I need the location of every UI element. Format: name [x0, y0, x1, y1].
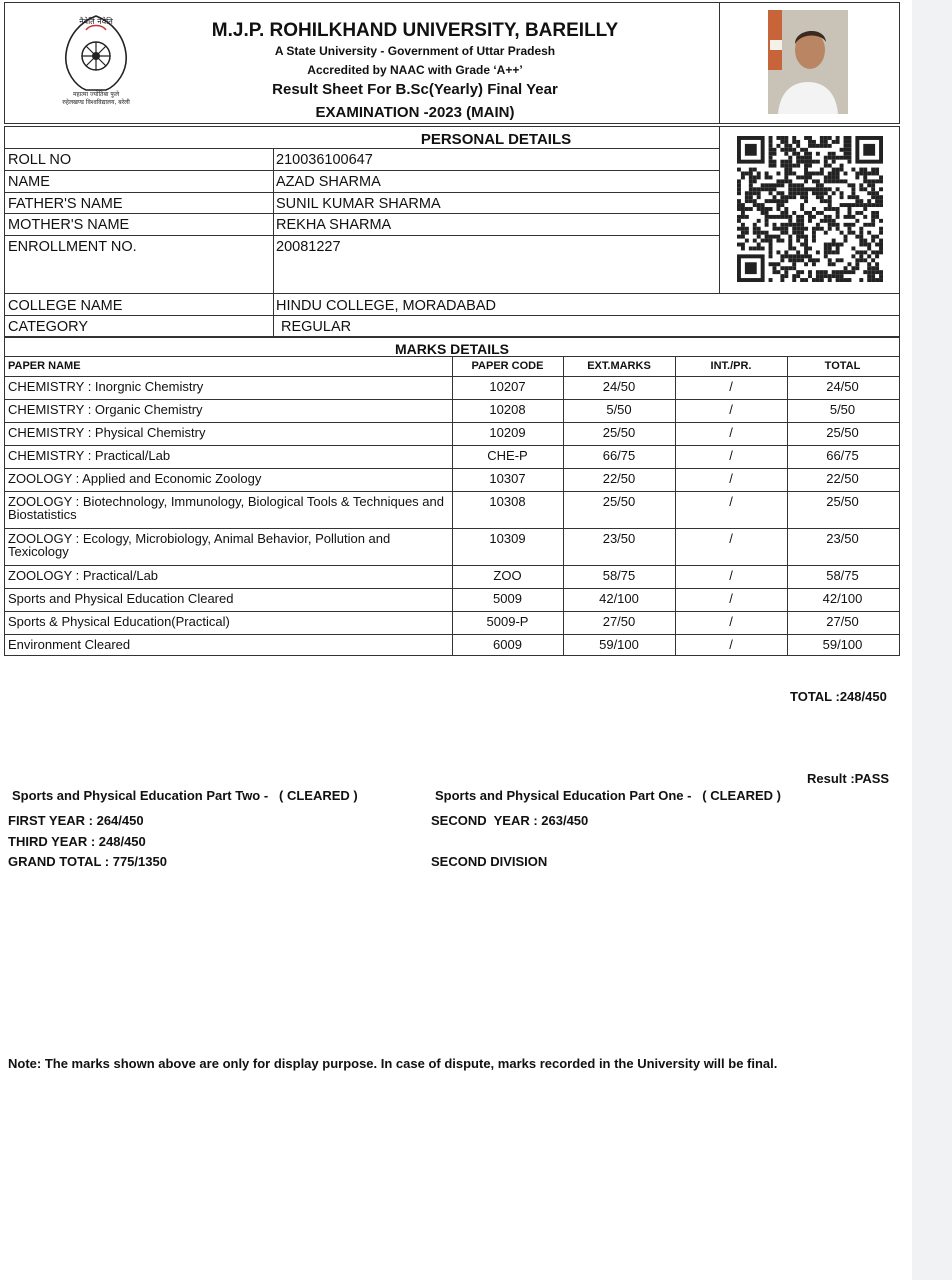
category-label: CATEGORY [8, 319, 89, 335]
paper-code: 5009-P [486, 614, 529, 629]
total-marks-cell: 59/100 [822, 637, 863, 652]
pd-line [4, 293, 900, 294]
photo-divider [719, 2, 720, 124]
paper-code: 10308 [489, 494, 526, 509]
third-year-marks: THIRD YEAR : 248/450 [8, 834, 146, 849]
pd-line [4, 148, 719, 149]
total-marks-cell: 25/50 [826, 494, 859, 509]
pd-line [4, 235, 719, 236]
name-label: NAME [8, 174, 50, 190]
paper-name: CHEMISTRY : Practical/Lab [8, 448, 171, 463]
table-row-divider [4, 611, 900, 612]
table-row-divider [4, 376, 900, 377]
pd-line [4, 170, 719, 171]
roll-no-label: ROLL NO [8, 152, 72, 168]
qr-code [736, 136, 884, 282]
second-year-marks: SECOND YEAR : 263/450 [431, 813, 589, 828]
category-value: REGULAR [281, 319, 352, 335]
university-logo [50, 10, 142, 106]
total-marks-cell: 23/50 [826, 531, 859, 546]
table-row-divider [4, 588, 900, 589]
table-row-divider [4, 565, 900, 566]
header-paper-code: PAPER CODE [471, 360, 544, 372]
ext-marks: 58/75 [602, 568, 636, 583]
table-row-divider [4, 634, 900, 635]
enrollment-label: ENROLLMENT NO. [8, 239, 137, 255]
table-row-divider [4, 445, 900, 446]
result-status: Result :PASS [807, 771, 890, 786]
paper-code: 10307 [489, 471, 526, 486]
paper-code: 5009 [493, 591, 522, 606]
int-pr-marks: / [729, 568, 733, 583]
paper-name: ZOOLOGY : Ecology, Microbiology, Animal Behavior, Pollution and Texicology [8, 531, 391, 559]
ext-marks: 24/50 [602, 379, 636, 394]
accreditation: Accredited by NAAC with Grade ‘A++’ [307, 63, 523, 77]
disclaimer-note: Note: The marks shown above are only for display purpose. In case of dispute, marks recorded in the University will be final. [8, 1056, 778, 1071]
paper-name: CHEMISTRY : Organic Chemistry [8, 402, 203, 417]
ext-marks: 42/100 [599, 591, 639, 606]
mother-name-label: MOTHER'S NAME [8, 217, 130, 233]
paper-code: 10209 [489, 425, 526, 440]
logo-caption-2: रुहेलखण्ड विश्वविद्यालय, बरेली [62, 99, 130, 106]
total-marks-cell: 42/100 [822, 591, 863, 606]
ext-marks: 5/50 [606, 402, 632, 417]
grand-total: GRAND TOTAL : 775/1350 [8, 854, 167, 869]
marks-details-title: MARKS DETAILS [394, 341, 510, 357]
int-pr-marks: / [729, 531, 733, 546]
qr-divider [719, 126, 720, 293]
header-paper-name: PAPER NAME [8, 360, 81, 372]
college-value: HINDU COLLEGE, MORADABAD [276, 298, 496, 314]
logo-caption-1: महात्मा ज्योतिबा फुले [72, 91, 120, 98]
exam-title: EXAMINATION -2023 (MAIN) [315, 104, 515, 121]
int-pr-marks: / [729, 614, 733, 629]
sports-part-one: Sports and Physical Education Part One - ( CLEARED ) [435, 788, 781, 803]
int-pr-marks: / [729, 637, 733, 652]
header-total: TOTAL [824, 360, 861, 372]
total-marks-cell: 66/75 [826, 448, 859, 463]
enrollment-value: 20081227 [276, 239, 341, 255]
int-pr-marks: / [729, 448, 733, 463]
int-pr-marks: / [729, 591, 733, 606]
int-pr-marks: / [729, 471, 733, 486]
university-name: M.J.P. ROHILKHAND UNIVERSITY, BAREILLY [211, 20, 619, 41]
paper-name: Sports & Physical Education(Practical) [8, 614, 230, 629]
header-ext-marks: EXT.MARKS [587, 360, 651, 372]
ext-marks: 27/50 [602, 614, 636, 629]
total-marks-cell: 22/50 [826, 471, 859, 486]
roll-no-value: 210036100647 [276, 152, 373, 168]
name-value: AZAD SHARMA [276, 174, 381, 190]
total-marks-cell: 58/75 [826, 568, 859, 583]
page-side-band [912, 0, 952, 1280]
pd-line [4, 213, 719, 214]
table-row-divider [4, 399, 900, 400]
father-name-value: SUNIL KUMAR SHARMA [276, 196, 441, 212]
paper-name: ZOOLOGY : Applied and Economic Zoology [8, 471, 262, 486]
table-row-divider [4, 422, 900, 423]
header-int-pr: INT./PR. [710, 360, 752, 372]
table-row-divider [4, 528, 900, 529]
paper-code: 6009 [493, 637, 522, 652]
table-row-divider [4, 468, 900, 469]
ext-marks: 25/50 [602, 494, 636, 509]
first-year-marks: FIRST YEAR : 264/450 [8, 813, 144, 828]
paper-name: Environment Cleared [8, 637, 131, 652]
college-label: COLLEGE NAME [8, 298, 123, 314]
total-marks: TOTAL :248/450 [790, 689, 887, 704]
ext-marks: 59/100 [599, 637, 639, 652]
pd-line [4, 192, 719, 193]
paper-code: 10208 [489, 402, 526, 417]
ext-marks: 23/50 [602, 531, 636, 546]
logo-motto: नैवेति नैवेति [79, 17, 113, 26]
sheet-title: Result Sheet For B.Sc(Yearly) Final Year [272, 81, 558, 98]
paper-code: ZOO [493, 568, 522, 583]
personal-col-divider [273, 148, 274, 337]
table-row-divider [4, 491, 900, 492]
division: SECOND DIVISION [431, 854, 548, 869]
int-pr-marks: / [729, 425, 733, 440]
total-marks-cell: 27/50 [826, 614, 859, 629]
paper-code: 10207 [489, 379, 526, 394]
sports-part-two: Sports and Physical Education Part Two - ( CLEARED ) [12, 788, 358, 803]
int-pr-marks: / [729, 494, 733, 509]
ext-marks: 22/50 [602, 471, 636, 486]
int-pr-marks: / [729, 379, 733, 394]
pd-line [4, 315, 900, 316]
personal-details-title: PERSONAL DETAILS [420, 131, 572, 148]
paper-code: CHE-P [487, 448, 528, 463]
ext-marks: 66/75 [602, 448, 636, 463]
total-marks-cell: 5/50 [829, 402, 856, 417]
father-name-label: FATHER'S NAME [8, 196, 123, 212]
int-pr-marks: / [729, 402, 733, 417]
paper-name: ZOOLOGY : Biotechnology, Immunology, Biological Tools & Techniques and Biostatistics [8, 494, 444, 522]
total-marks-cell: 24/50 [826, 379, 859, 394]
university-subtitle: A State University - Government of Uttar Pradesh [274, 44, 556, 58]
ext-marks: 25/50 [602, 425, 636, 440]
paper-name: ZOOLOGY : Practical/Lab [8, 568, 159, 583]
mother-name-value: REKHA SHARMA [276, 217, 392, 233]
paper-code: 10309 [489, 531, 526, 546]
paper-name: CHEMISTRY : Inorgnic Chemistry [8, 379, 204, 394]
total-marks-cell: 25/50 [826, 425, 859, 440]
paper-name: Sports and Physical Education Cleared [8, 591, 234, 606]
paper-name: CHEMISTRY : Physical Chemistry [8, 425, 206, 440]
student-photo [768, 10, 848, 114]
